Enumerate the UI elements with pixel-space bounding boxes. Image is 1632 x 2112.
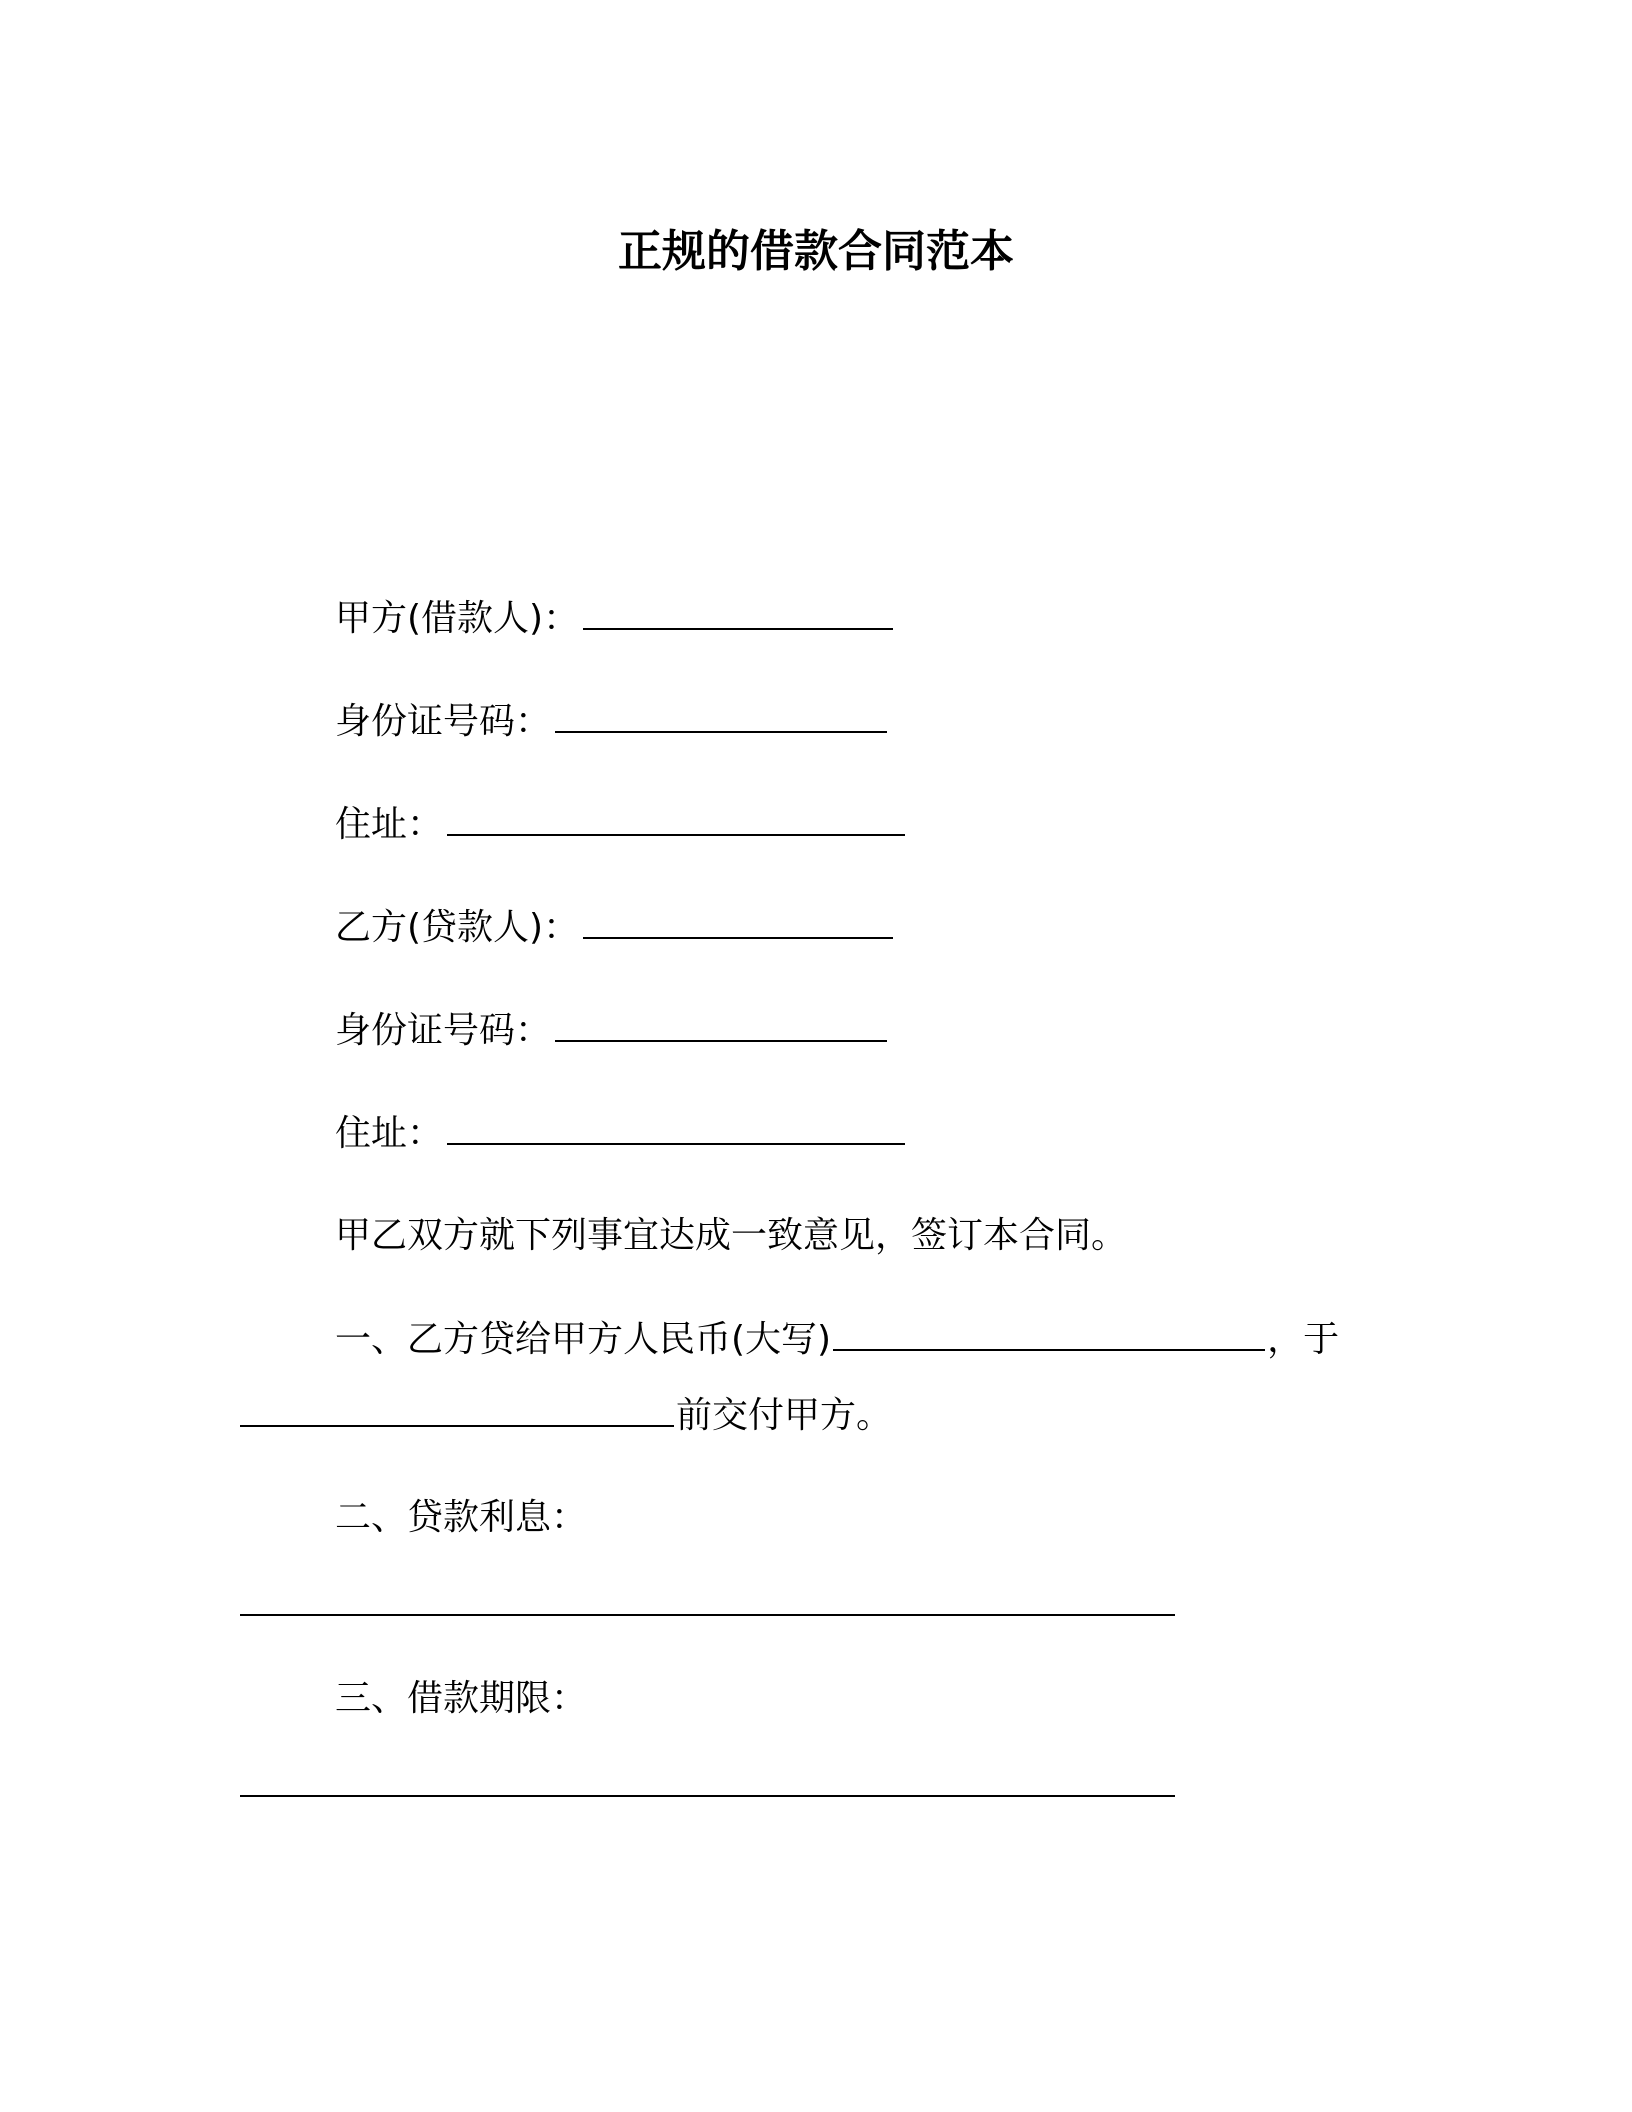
loan-term-field[interactable] (240, 1761, 1175, 1797)
clause-1-mid: ，于 (1267, 1319, 1340, 1360)
party-b-name-field[interactable] (583, 903, 893, 939)
party-a-id-label: 身份证号码： (335, 701, 552, 742)
party-a-id-row (335, 697, 887, 746)
party-b-name-label: 乙方(贷款人)： (335, 907, 580, 948)
party-a-id-field[interactable] (555, 697, 887, 733)
party-b-id-row (335, 1006, 887, 1055)
party-b-name-row (335, 903, 893, 952)
clause-1-suffix: 前交付甲方。 (676, 1395, 893, 1436)
party-a-name-row (335, 594, 893, 643)
clause-3-blank-row (240, 1761, 1175, 1810)
party-b-address-row (335, 1109, 905, 1158)
clause-2-label: 二、贷款利息： (335, 1497, 588, 1538)
delivery-date-field[interactable] (240, 1391, 674, 1427)
party-b-id-field[interactable] (555, 1006, 887, 1042)
agreement-intro: 甲乙双方就下列事宜达成一致意见，签订本合同。 (335, 1215, 1128, 1256)
document-title: 正规的借款合同范本 (618, 226, 1014, 277)
loan-interest-field[interactable] (240, 1580, 1175, 1616)
clause-1-row-2 (240, 1391, 892, 1440)
party-b-address-label: 住址： (335, 1113, 444, 1154)
clause-2-blank-row (240, 1580, 1175, 1629)
party-a-address-row (335, 800, 905, 849)
party-b-address-field[interactable] (447, 1109, 905, 1145)
loan-amount-field[interactable] (833, 1315, 1265, 1351)
party-a-name-label: 甲方(借款人)： (335, 598, 580, 639)
party-a-address-field[interactable] (447, 800, 905, 836)
party-b-id-label: 身份证号码： (335, 1010, 552, 1051)
party-a-name-field[interactable] (583, 594, 893, 630)
party-a-address-label: 住址： (335, 804, 444, 845)
clause-1-prefix: 一、乙方贷给甲方人民币(大写) (335, 1319, 832, 1360)
clause-3-label: 三、借款期限： (335, 1678, 588, 1719)
clause-1-row-1 (335, 1315, 1339, 1364)
